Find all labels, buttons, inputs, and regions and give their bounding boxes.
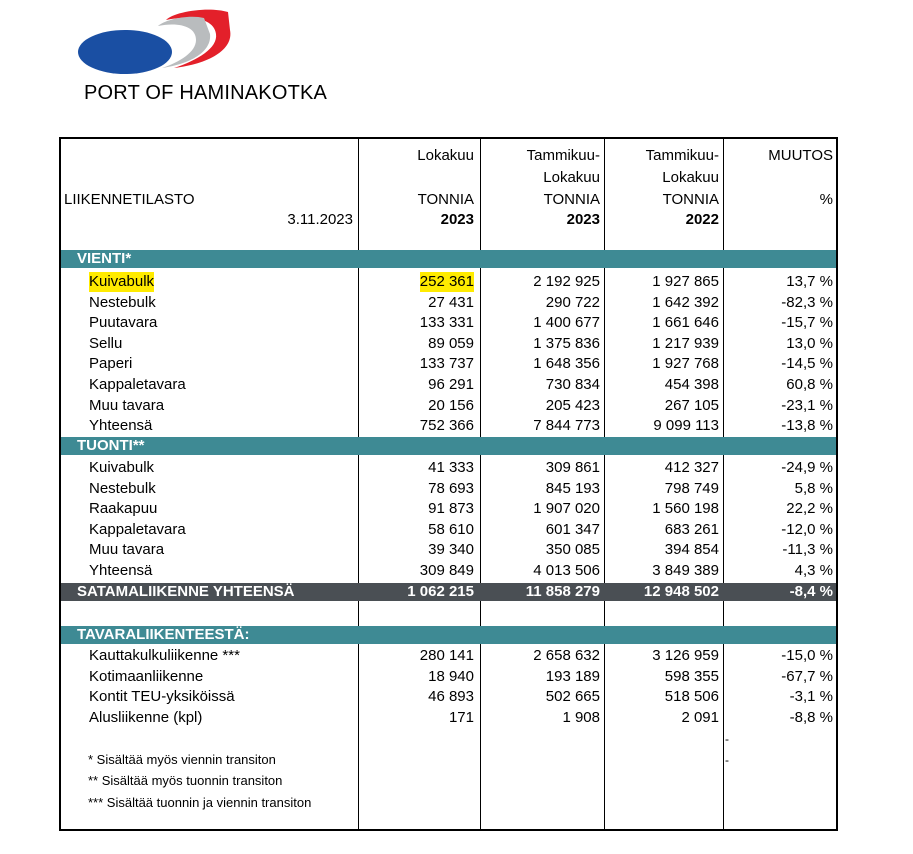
row-label: Kappaletavara: [89, 520, 186, 538]
row-value-c4: -67,7 %: [781, 667, 833, 685]
row-value-c1: 752 366: [419, 417, 474, 435]
row-value-c3: 1 927 865: [652, 273, 719, 290]
row-value-c3: 798 749: [664, 479, 719, 497]
row-value-c3: 9 099 113: [653, 417, 719, 435]
table-row: [61, 479, 836, 499]
row-value-c1: 41 333: [428, 459, 474, 476]
table-title: LIIKENNETILASTO: [64, 191, 195, 208]
row-label: Kontit TEU-yksiköissä: [89, 688, 235, 706]
row-value-c4: 13,7 %: [786, 273, 833, 290]
row-label: Nestebulk: [89, 293, 156, 311]
row-value-c4: -15,7 %: [781, 314, 833, 332]
row-value-c4: 5,8 %: [794, 479, 833, 497]
total-col3: 12 948 502: [643, 583, 719, 600]
total-label: SATAMALIIKENNE YHTEENSÄ: [77, 583, 295, 600]
row-value-c2: 205 423: [545, 396, 600, 414]
row-label: Paperi: [89, 355, 133, 373]
total-col1: 1 062 215: [407, 583, 474, 600]
row-value-c1: 96 291: [428, 376, 474, 393]
row-value-c3: 1 217 939: [652, 334, 719, 352]
vienti-label: VIENTI*: [77, 250, 132, 267]
row-value-c2: 2 658 632: [533, 647, 600, 664]
row-value-c1: 91 873: [428, 500, 474, 518]
vienti-band: [61, 250, 836, 268]
row-value-c3: 1 642 392: [652, 293, 719, 311]
logo-text: PORT OF HAMINAKOTKA: [84, 82, 328, 104]
row-value-c4: -11,3 %: [782, 541, 833, 559]
row-value-c3: 394 854: [664, 541, 719, 559]
col4-header-unit: %: [819, 191, 833, 208]
row-value-c2: 350 085: [545, 541, 600, 559]
row-label: Kotimaanliikenne: [89, 667, 204, 685]
col3-header-line2: Lokakuu: [662, 169, 719, 186]
row-value-c4: -8,8 %: [789, 708, 833, 726]
table-row: [61, 687, 836, 707]
traffic-statistics-table: [59, 137, 838, 831]
row-value-c3: 412 327: [664, 459, 719, 476]
row-label: Alusliikenne (kpl): [89, 708, 203, 726]
row-value-c2: 290 722: [545, 293, 600, 311]
row-value-c3: 1 560 198: [652, 500, 719, 518]
row-value-c2: 1 908: [562, 708, 600, 726]
table-row: [61, 313, 836, 333]
row-value-c1: 58 610: [428, 520, 474, 538]
col1-header-line1: Lokakuu: [417, 147, 474, 164]
row-value-c2: 730 834: [545, 376, 600, 393]
table-row: [61, 667, 836, 687]
table-row: [61, 334, 836, 354]
row-value-c4: -23,1 %: [781, 396, 833, 414]
table-row: [61, 293, 836, 313]
logo-mark-icon: [78, 6, 318, 86]
col3-header-unit: TONNIA: [662, 191, 719, 208]
footnote-1: * Sisältää myös viennin transiton: [88, 752, 276, 767]
row-label: Muu tavara: [89, 396, 165, 414]
tuonti-label: TUONTI**: [77, 437, 145, 454]
table-row: [61, 540, 836, 560]
row-label: Kauttakulkuliikenne ***: [89, 647, 240, 664]
table-row: [61, 375, 836, 395]
row-value-c2: 1 400 677: [533, 314, 600, 332]
row-value-c1: 309 849: [419, 562, 474, 579]
tavara-label: TAVARALIIKENTEESTÄ:: [77, 626, 250, 643]
table-row: [61, 354, 836, 374]
row-value-c1: 89 059: [428, 334, 474, 352]
table-row: [61, 646, 836, 666]
row-value-c4: -24,9 %: [781, 459, 833, 476]
row-value-c2: 1 648 356: [533, 355, 600, 373]
table-row: [61, 520, 836, 540]
col3-header-year: 2022: [685, 211, 719, 228]
port-logo: [78, 6, 328, 106]
row-value-c4: -82,3 %: [781, 293, 833, 311]
row-value-c1: 280 141: [419, 647, 474, 664]
footnote-3: *** Sisältää tuonnin ja viennin transiton: [88, 795, 312, 810]
row-value-c2: 193 189: [545, 667, 600, 685]
row-value-c1: 171: [448, 708, 474, 726]
total-band: [61, 583, 836, 601]
table-row: [61, 561, 836, 581]
row-value-c2: 7 844 773: [533, 417, 600, 435]
table-row: [61, 708, 836, 728]
row-value-c1: 46 893: [428, 688, 474, 706]
col1-header-year: 2023: [440, 211, 474, 228]
col2-header-line1: Tammikuu-: [526, 147, 600, 164]
row-label: Kuivabulk: [89, 273, 155, 290]
col1-header-unit: TONNIA: [417, 191, 474, 208]
row-value-c2: 502 665: [545, 688, 600, 706]
row-value-c1: 133 737: [419, 355, 474, 373]
col3-header-line1: Tammikuu-: [645, 147, 719, 164]
table-row: [61, 272, 836, 292]
footnote-2: ** Sisältää myös tuonnin transiton: [88, 773, 283, 788]
row-value-c3: 1 927 768: [652, 355, 719, 373]
row-value-c3: 2 091: [681, 708, 719, 726]
dash-mark: -: [725, 732, 729, 746]
row-value-c4: -14,5 %: [781, 355, 833, 373]
row-label: Puutavara: [89, 314, 158, 332]
row-value-c4: -12,0 %: [781, 520, 833, 538]
row-value-c4: 13,0 %: [786, 334, 833, 352]
row-value-c3: 683 261: [664, 520, 719, 538]
total-col2: 11 858 279: [525, 583, 600, 600]
row-value-c1: 20 156: [428, 396, 474, 414]
row-value-c4: 4,3 %: [794, 562, 833, 579]
row-value-c3: 454 398: [664, 376, 719, 393]
col2-header-year: 2023: [566, 211, 600, 228]
row-value-c2: 1 907 020: [533, 500, 600, 518]
row-value-c4: -15,0 %: [781, 647, 833, 664]
row-label: Kuivabulk: [89, 459, 155, 476]
table-row: [61, 396, 836, 416]
row-label: Kappaletavara: [89, 376, 186, 393]
report-date: 3.11.2023: [287, 211, 353, 228]
row-value-c3: 1 661 646: [652, 314, 719, 332]
row-value-c2: 845 193: [545, 479, 600, 497]
total-col4: -8,4 %: [789, 583, 833, 600]
row-value-c4: -13,8 %: [781, 417, 833, 435]
col2-header-unit: TONNIA: [543, 191, 600, 208]
col2-header-line2: Lokakuu: [543, 169, 600, 186]
row-value-c3: 3 126 959: [652, 647, 719, 664]
tavara-band: [61, 626, 836, 644]
row-label: Yhteensä: [89, 417, 153, 435]
row-value-c2: 2 192 925: [533, 273, 600, 290]
row-value-c2: 601 347: [545, 520, 600, 538]
row-value-c2: 4 013 506: [533, 562, 600, 579]
row-value-c4: 22,2 %: [786, 500, 833, 518]
row-label: Muu tavara: [89, 541, 165, 559]
tuonti-band: [61, 437, 836, 455]
col4-header-line1: MUUTOS: [768, 147, 833, 164]
row-value-c2: 309 861: [545, 459, 600, 476]
row-value-c1: 39 340: [428, 541, 474, 559]
row-label: Yhteensä: [89, 562, 153, 579]
row-value-c1: 133 331: [419, 314, 474, 332]
row-value-c3: 267 105: [664, 396, 719, 414]
row-label: Raakapuu: [89, 500, 158, 518]
row-value-c1: 18 940: [428, 667, 474, 685]
row-value-c3: 3 849 389: [652, 562, 719, 579]
table-row: [61, 458, 836, 478]
row-value-c1: 27 431: [428, 293, 474, 311]
row-value-c3: 598 355: [664, 667, 719, 685]
row-value-c4: 60,8 %: [786, 376, 833, 393]
row-value-c1: 78 693: [428, 479, 474, 497]
row-value-c2: 1 375 836: [533, 334, 600, 352]
row-value-c1: 252 361: [419, 273, 474, 290]
row-label: Sellu: [89, 334, 123, 352]
dash-mark: -: [725, 753, 729, 767]
table-row: [61, 499, 836, 519]
row-value-c4: -3,1 %: [789, 688, 833, 706]
table-row: [61, 416, 836, 436]
row-value-c3: 518 506: [664, 688, 719, 706]
row-label: Nestebulk: [89, 479, 156, 497]
